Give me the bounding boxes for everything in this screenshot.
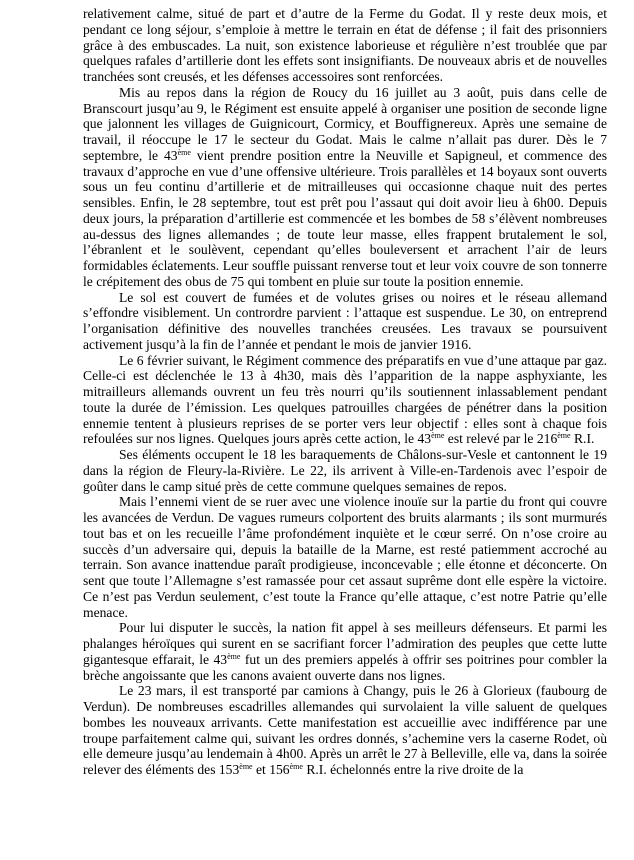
paragraph bbox=[83, 683, 607, 778]
text-run: relativement calme, situé de part et d’autre de la Ferme du Godat. Il y reste deux mois, et pendant ce long séjour, s’emploie à mettre le terrain en état de défense ; il fait des prisonniers grâce à des embuscades. La nuit, son existence laborieuse et régulière n’est troublée que par quelques rafales d’artillerie dont les effets sont insignifiants. De nouveaux abris et de nouvelles tranchées sont creusés, et les défenses accessoires sont renforcées. bbox=[83, 6, 607, 84]
paragraph bbox=[83, 6, 607, 85]
text-run: Ses éléments occupent le 18 les baraquements de Châlons-sur-Vesle et cantonnent le 19 dans la région de Fleury-la-Rivière. Le 22, ils arrivent à Ville-en-Tardenois avec l’espoir de goûter dans le camp situé près de cette commune quelques semaines de repos. bbox=[83, 447, 607, 494]
superscript: ème bbox=[177, 147, 191, 157]
text-run: Le 23 mars, il est transporté par camions à Changy, puis le 26 à Glorieux (faubourg de Verdun). De nombreuses escadrilles allemandes qui survolaient la ville saluent de quelques bombes les nouveaux arrivants. Cette manifestation est accueillie avec indifférence par une troupe parfaitement calme qui, suivant les ordres donnés, s’achemine vers la caserne Rodet, où elle demeure jusqu’au lendemain à 4h00. Après un arrêt le 27 à Belleville, elle va, dans la soirée relever des éléments des 153 bbox=[83, 683, 607, 777]
text-run: Mis au repos dans la région de Roucy du 16 juillet au 3 août, puis dans celle de Branscourt jusqu’au 9, le Régiment est ensuite appelé à organiser une position de seconde ligne que jalonnent les villages de Guignicourt, Cormicy, et Bouffignereux. Après une semaine de travail, il réoccupe le 17 le secteur du Godat. Mais le calme n’allait pas durer. Dès le 7 septembre, le 43 bbox=[83, 84, 607, 163]
superscript: ème bbox=[289, 762, 303, 771]
paragraph bbox=[83, 290, 607, 353]
paragraph bbox=[83, 620, 607, 683]
text-run: Pour lui disputer le succès, la nation fit appel à ses meilleurs défenseurs. Et parmi les phalanges héroïques qui surent en se sacrifiant forcer l’admiration des peuples que cette lutte gigantesque effarait, le 43 bbox=[83, 620, 607, 667]
superscript: ème bbox=[431, 431, 445, 441]
paragraph bbox=[83, 85, 607, 290]
superscript: ème bbox=[227, 651, 241, 661]
text-run: Mais l’ennemi vient de se ruer avec une violence inouïe sur la partie du front qui couvre les avancées de Verdun. De vagues rumeurs colportent des bruits alarmants ; ils sont murmurés tout bas et on les recueille l’âme profondément inquiète et le cœur serré. On n’ose croire au succès d’un adversaire qui, depuis la bataille de la Marne, est resté patiemment accroché au terrain. Son avance inattendue paraît prodigieuse, inconcevable ; elle étonne et déconcerte. On sent que toute l’Allemagne s’est ramassée pour cet assaut suprême dont elle espère la victoire. Ce n’est pas Verdun seulement, c’est toute la France qu’elle attaque, c’est notre Patrie qu’elle menace. bbox=[83, 494, 607, 620]
text-run: Le 6 février suivant, le Régiment commence des préparatifs en vue d’une attaque par gaz. Celle-ci est déclenchée le 13 à 4h30, mais dès l’apparition de la nappe asphyxiante, les mitrailleurs allemands ouvrent un feu très nourri qu’ils soutiennent inlassablement pendant toute la durée de l’émission. Les quelques patrouilles chargées de pénétrer dans la position ennemie tentent à plusieurs reprises de se porter vers leur objectif : elles sont à chaque fois refoulées sur nos lignes. Quelques jours après cette action, le 43 bbox=[83, 352, 607, 447]
text-run: et 156 bbox=[252, 762, 290, 777]
text-run: Le sol est couvert de fumées et de volutes grises ou noires et le réseau allemand s’effondre visiblement. Un contrordre parvient : l’attaque est suspendue. Le 30, on entreprend l’organisation définitive des nouvelles tranchées creusées. Les travaux se poursuivent activement jusqu’à la fin de l’année et pendant le mois de janvier 1916. bbox=[83, 289, 607, 352]
superscript: ème bbox=[557, 431, 571, 441]
text-run: vient prendre position entre la Neuville et Sapigneul, et commence des travaux d’approche en vue d’une offensive ultérieure. Trois parallèles et 14 boyaux sont ouverts sous un feu continu d’artillerie et de mitrailleuses qui occasionne chaque nuit des pertes sensibles. Enfin, le 28 septembre, tout est prêt pou l’assaut qui doit avoir lieu à 6h00. Depuis deux jours, la préparation d’artillerie est commencée et les bombes de 58 s’élèvent nombreuses au-dessus des lignes allemandes ; de toute leur masse, elles frappent brutalement le sol, l’ébranlent et le soulèvent, cependant qu’elles bouleversent et arrachent l’air de leurs formidables éclatements. Leur souffle puissant renverse tout et leur voix couvre de son tonnerre le crépitement des obus de 75 qui tombent en pluie sur toute la position ennemie. bbox=[83, 147, 607, 289]
text-run: est relevé par le 216 bbox=[444, 431, 558, 447]
superscript: ème bbox=[239, 762, 253, 771]
body-text bbox=[83, 6, 607, 778]
paragraph bbox=[83, 353, 607, 448]
text-run: R.I. échelonnés entre la rive droite de la bbox=[302, 762, 524, 777]
paragraph bbox=[83, 447, 607, 494]
text-run: fut un des premiers appelés à offrir ses poitrines pour combler la brèche angoissante que les canons avaient ouverte dans nos lignes. bbox=[83, 651, 607, 683]
text-run: R.I. bbox=[570, 431, 595, 447]
paragraph bbox=[83, 494, 607, 620]
